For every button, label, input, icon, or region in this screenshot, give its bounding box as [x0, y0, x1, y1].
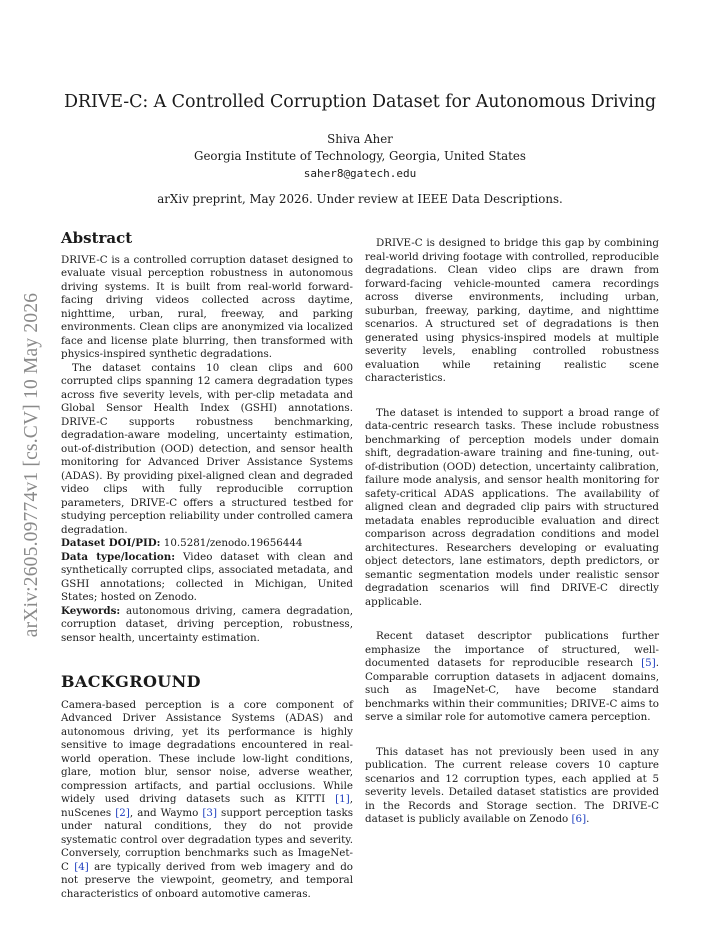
background-paragraph-4: Recent dataset descriptor publications further emphasize the importance of structured, well-documented datasets for reproducible research [5]. Comparable corruption datasets in adjacent domains, such as ImageNet-C, have become standard benchmarks within their communities; DRIVE-C aims to serve a similar role for automotive camera perception.	[365, 630, 659, 723]
keywords-value: autonomous driving, camera degradation, corruption dataset, driving perception, robustness, sensor health, uncertainty estimation.	[61, 604, 353, 644]
left-column	[61, 229, 354, 901]
citation-link[interactable]: [1]	[335, 793, 350, 805]
data-type-value: Video dataset with clean and synthetically corrupted clips, associated metadata, and GSHI annotations; collected in Michigan, United States; hosted on Zenodo.	[61, 550, 353, 603]
doi-value: 10.5281/zenodo.19656444	[163, 537, 303, 549]
citation-link[interactable]: [6]	[571, 813, 587, 825]
background-paragraph-5: This dataset has not previously been used in any publication. The current release covers 10 capture scenarios and 12 corruption types, each applied at 5 severity levels. Detailed dataset statistics are provided in the Records and Storage section. The DRIVE-C dataset is publicly available on Zenodo [6].	[365, 745, 659, 825]
author-email: saher8@gatech.edu	[303, 167, 417, 180]
citation-link[interactable]: [4]	[74, 860, 89, 873]
arxiv-identifier: arXiv:2605.09774v1 [cs.CV] 10 May 2026	[21, 292, 42, 638]
background-heading: BACKGROUND	[61, 672, 201, 691]
abstract-paragraph-1: DRIVE-C is a controlled corruption dataset designed to evaluate visual perception robustness in autonomous driving systems. It is built from real-world forward-facing driving videos collected across daytime, nighttime, urban, rural, freeway, and parking environments. Clean clips are anonymized via localized face and license plate blurring, then transformed with physics-inspired synthetic degradations.	[61, 253, 353, 360]
abstract-heading: Abstract	[61, 229, 133, 247]
background-paragraph-1: Camera-based perception is a core component of Advanced Driver Assistance Systems (ADAS) and autonomous driving, yet its performance is highly sensitive to image degradations encountered in real-world operation. These include low-light conditions, glare, motion blur, sensor noise, adverse weather, compression artifacts, and partial occlusions. While widely used driving datasets such as KITTI [1], nuScenes [2], and Waymo [3] support perception tasks under natural conditions, they do not provide systematic control over degradation types and severity. Conversely, corruption benchmarks such as ImageNet-C [4] are typically derived from web imagery and do not preserve the viewpoint, geometry, and temporal characteristics of onboard automotive cameras.	[61, 698, 354, 900]
dataset-doi	[61, 537, 353, 551]
right-column	[365, 237, 659, 827]
citation-link[interactable]: [3]	[202, 806, 217, 819]
paper-title: DRIVE-C: A Controlled Corruption Dataset for Autonomous Driving	[63, 92, 657, 112]
doi-label: Dataset DOI/PID:	[61, 537, 161, 549]
author-name: Shiva Aher	[327, 132, 393, 146]
data-type-location	[61, 551, 353, 605]
abstract-paragraph-2: The dataset contains 10 clean clips and 600 corrupted clips spanning 12 camera degradation types across five severity levels, with per-clip metadata and Global Sensor Health Index (GSHI) annotations. DRIVE-C supports robustness benchmarking, degradation-aware modeling, uncertainty estimation, out-of-distribution (OOD) detection, and sensor health monitoring for Advanced Driver Assistance Systems (ADAS). By providing pixel-aligned clean and degraded video clips with fully reproducible corruption parameters, DRIVE-C offers a structured testbed for studying perception reliability under controlled camera degradation.	[61, 361, 353, 536]
preprint-note: arXiv preprint, May 2026. Under review at IEEE Data Descriptions.	[157, 192, 563, 206]
author-block	[60, 131, 660, 182]
data-type-label: Data type/location:	[61, 550, 176, 563]
author-affiliation: Georgia Institute of Technology, Georgia, United States	[194, 149, 526, 163]
citation-link[interactable]: [5]	[641, 657, 656, 669]
citation-link[interactable]: [2]	[115, 806, 130, 819]
keywords	[61, 605, 353, 646]
background-paragraph-2: DRIVE-C is designed to bridge this gap by combining real-world driving footage with controlled, reproducible degradations. Clean video clips are drawn from forward-facing vehicle-mounted camera recordings across diverse environments, including urban, suburban, freeway, parking, daytime, and nighttime scenarios. A structured set of degradations is then generated using physics-inspired models at multiple severity levels, enabling controlled robustness evaluation while retaining realistic scene characteristics.	[365, 237, 659, 384]
keywords-label: Keywords:	[61, 604, 121, 617]
background-paragraph-3: The dataset is intended to support a broad range of data-centric research tasks. These include robustness benchmarking of perception models under domain shift, degradation-aware training and fine-tuning, out-of-distribution (OOD) detection, uncertainty calibration, failure mode analysis, and sensor health monitoring for safety-critical ADAS applications. The availability of aligned clean and degraded clip pairs with structured metadata enables reproducible evaluation and direct comparison across degradation conditions and model architectures. Researchers developing or evaluating object detectors, lane estimators, depth predictors, or semantic segmentation models under realistic sensor degradation scenarios will find DRIVE-C directly applicable.	[365, 406, 659, 608]
